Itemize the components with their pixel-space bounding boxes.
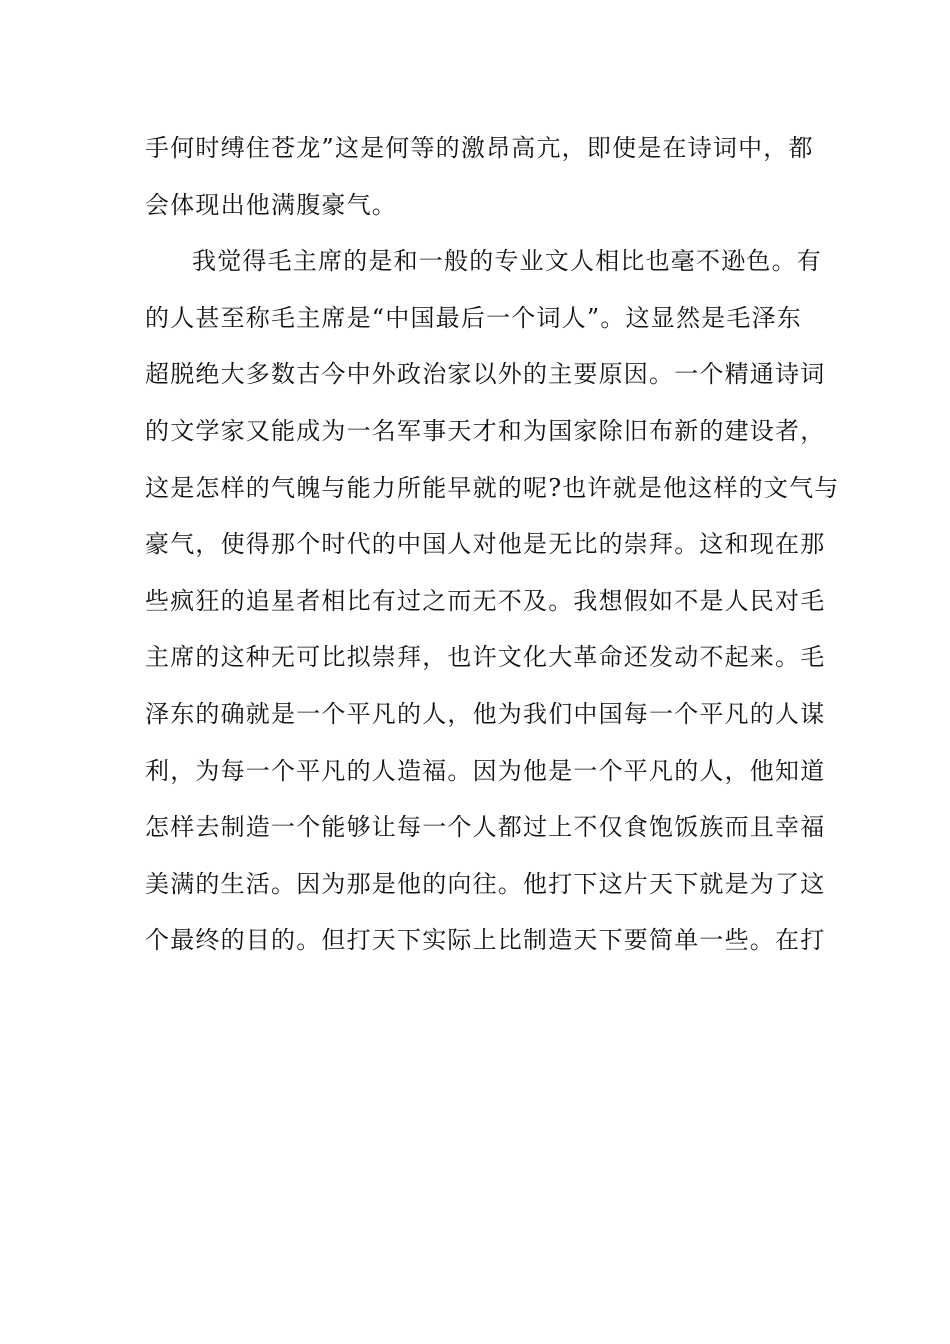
text-line: 会体现出他满腹豪气。 [145,190,397,219]
text-line: 的人甚至称毛主席是“中国最后一个词人”。这显然是毛泽东 [145,303,802,332]
text-line: 手何时缚住苍龙”这是何等的激昂高亢，即使是在诗词中，都 [145,134,814,162]
text-line: 怎样去制造一个能够让每一个人都过上不仅食饱饭族而且幸福 [145,813,826,842]
text-line: 超脱绝大多数古今中外政治家以外的主要原因。一个精通诗词 [145,360,826,389]
text-line: 主席的这种无可比拟崇拜，也许文化大革命还发动不起来。毛 [145,643,826,672]
text-line: 美满的生活。因为那是他的向往。他打下这片天下就是为了这 [145,869,826,898]
text-line: 豪气，使得那个时代的中国人对他是无比的崇拜。这和现在那 [145,530,826,559]
text-line: 泽东的确就是一个平凡的人，他为我们中国每一个平凡的人谋 [145,699,826,728]
text-line: 这是怎样的气魄与能力所能早就的呢?也许就是他这样的文气与 [145,473,840,502]
paragraph-first-line: 我觉得毛主席的是和一般的专业文人相比也毫不逊色。有 [192,247,822,276]
text-line: 利，为每一个平凡的人造福。因为他是一个平凡的人，他知道 [145,756,826,785]
body-text [0,128,950,977]
text-line: 些疯狂的追星者相比有过之而无不及。我想假如不是人民对毛 [145,586,826,615]
text-line: 的文学家又能成为一名军事天才和为国家除旧布新的建设者， [145,416,826,445]
text-line: 个最终的目的。但打天下实际上比制造天下要简单一些。在打 [145,926,826,955]
